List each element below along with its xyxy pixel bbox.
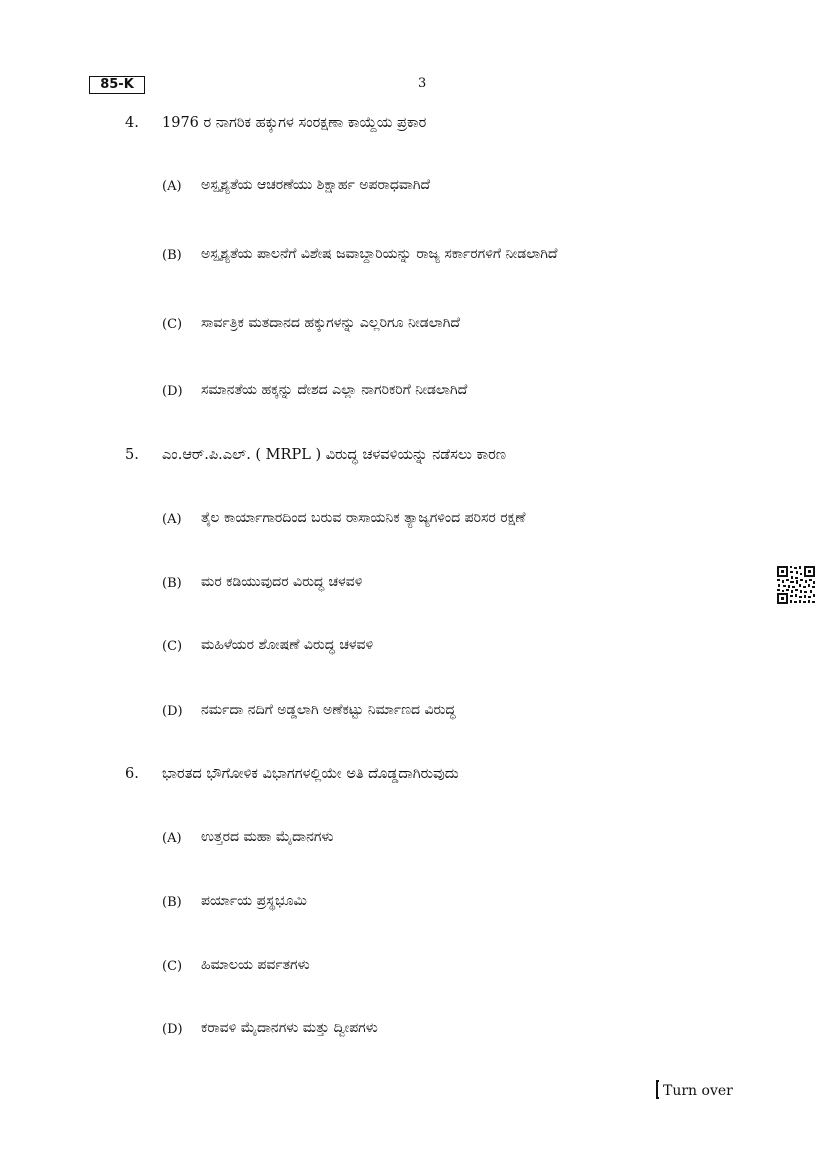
option-text: ಸಾರ್ವತ್ರಿಕ ಮತದಾನದ ಹಕ್ಕುಗಳನ್ನು ಎಲ್ಲರಿಗೂ ನೀಡಲಾಗಿದೆ [201,315,460,331]
option-text: ಅಸ್ಪೃಶ್ಯತೆಯ ಆಚರಣೆಯು ಶಿಕ್ಷಾರ್ಹ ಅಪರಾಧವಾಗಿದೆ [201,177,431,193]
question-text: ಭಾರತದ ಭೌಗೋಳಿಕ ವಿಭಾಗಗಳಲ್ಲಿಯೇ ಅತಿ ದೊಡ್ಡದಾಗಿರುವುದು [162,766,459,782]
question-text: 1976 ರ ನಾಗರಿಕ ಹಕ್ಕುಗಳ ಸಂರಕ್ಷಣಾ ಕಾಯ್ದೆಯ ಪ್ರಕಾರ [162,115,427,131]
option-text: ತೈಲ ಕಾರ್ಯಾಗಾರದಿಂದ ಬರುವ ರಾಸಾಯನಿಕ ತ್ಯಾಜ್ಯಗಳಿಂದ ಪರಿಸರ ರಕ್ಷಣೆ [201,510,526,526]
option-text: ಕರಾವಳಿ ಮೈದಾನಗಳು ಮತ್ತು ದ್ವೀಪಗಳು [201,1020,378,1036]
question-text: ಎಂ.ಆರ್.ಪಿ.ಎಲ್. ( MRPL ) ವಿರುದ್ಧ ಚಳವಳಿಯನ್ನು ನಡೆಸಲು ಕಾರಣ [162,447,507,463]
bracket-mark [656,1080,659,1099]
page-number: 3 [418,76,427,91]
option-text: ಸಮಾನತೆಯ ಹಕ್ಕನ್ನು ದೇಶದ ಎಲ್ಲಾ ನಾಗರಿಕರಿಗೆ ನೀಡಲಾಗಿದೆ [201,382,468,398]
turn-over-text: Turn over [663,1083,733,1099]
turn-over-note [656,1080,733,1099]
option-label: (C) [162,959,183,974]
option-label: (B) [162,248,182,263]
question-number: 4. [125,115,139,131]
qr-code-icon [776,565,816,605]
option-text: ಹಿಮಾಲಯ ಪರ್ವತಗಳು [201,957,310,973]
option-label: (A) [162,512,182,527]
option-label: (D) [162,1022,183,1037]
option-label: (D) [162,704,183,719]
option-text: ಅಸ್ಪೃಶ್ಯತೆಯ ಪಾಲನೆಗೆ ವಿಶೇಷ ಜವಾಬ್ದಾರಿಯನ್ನು ರಾಜ್ಯ ಸರ್ಕಾರಗಳಿಗೆ ನೀಡಲಾಗಿದೆ [201,246,558,262]
paper-code-box: 85-K [89,76,145,94]
option-label: (C) [162,317,183,332]
option-label: (A) [162,831,182,846]
question-number: 5. [125,447,139,463]
option-label: (B) [162,895,182,910]
option-label: (C) [162,639,183,654]
option-text: ಉತ್ತರದ ಮಹಾ ಮೈದಾನಗಳು [201,829,334,845]
option-text: ಮರ ಕಡಿಯುವುದರ ವಿರುದ್ಧ ಚಳವಳಿ [201,574,363,590]
option-text: ಮಹಿಳೆಯರ ಶೋಷಣೆ ವಿರುದ್ಧ ಚಳವಳಿ [201,637,374,653]
question-number: 6. [125,766,139,782]
option-label: (A) [162,179,182,194]
option-label: (B) [162,576,182,591]
option-label: (D) [162,384,183,399]
option-text: ಪರ್ಯಾಯ ಪ್ರಸ್ಥಭೂಮಿ [201,893,307,909]
option-text: ನರ್ಮದಾ ನದಿಗೆ ಅಡ್ಡಲಾಗಿ ಅಣೆಕಟ್ಟು ನಿರ್ಮಾಣದ ವಿರುದ್ಧ [201,702,456,718]
